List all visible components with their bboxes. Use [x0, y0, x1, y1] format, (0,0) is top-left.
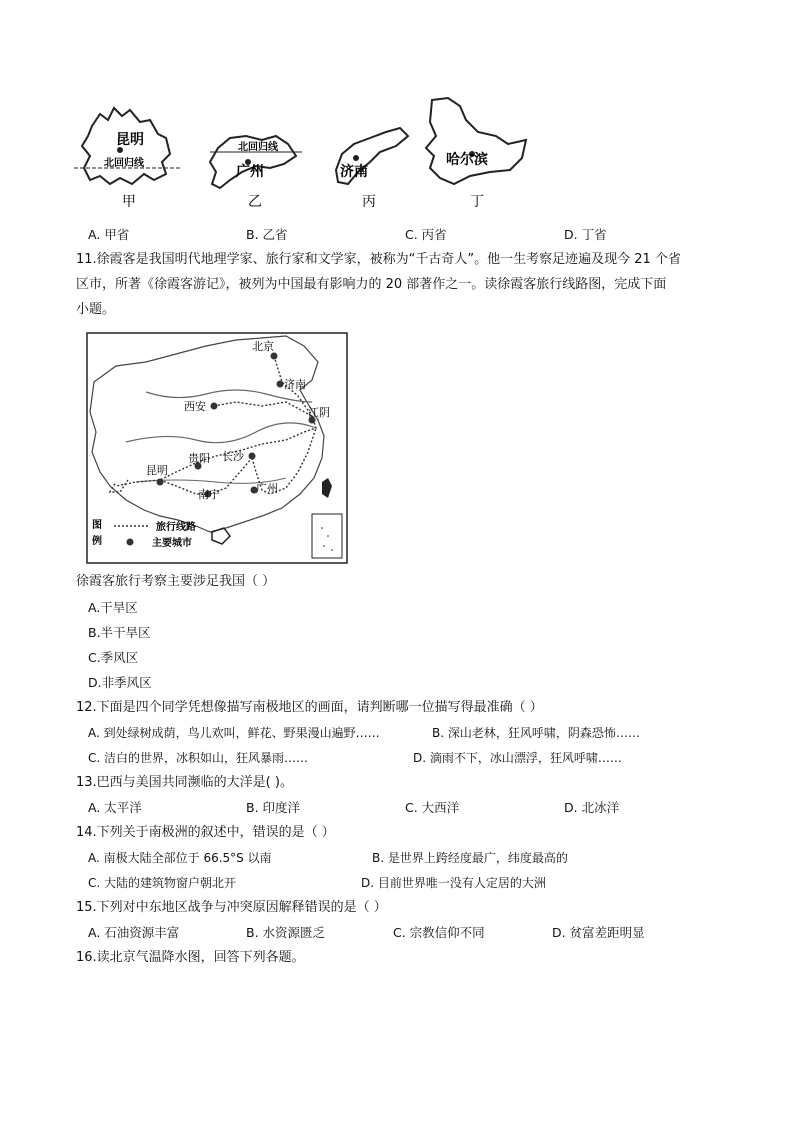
- svg-text:长沙: 长沙: [222, 450, 244, 463]
- q14-option-d[interactable]: D. 目前世界唯一没有人定居的大洲: [361, 876, 546, 890]
- q11-stem-line2: 区市，所著《徐霞客游记》，被列为中国最有影响力的 20 部著作之一。读徐霞客旅行线路图，完成下面: [76, 277, 667, 292]
- q11-option-c[interactable]: C.季风区: [88, 650, 139, 665]
- q13-option-b[interactable]: B. 印度洋: [246, 800, 301, 815]
- province-jia: [74, 108, 182, 210]
- q15-stem: 15.下列对中东地区战争与冲突原因解释错误的是（ ）: [76, 900, 387, 915]
- q11-stem-line1: 11.徐霞客是我国明代地理学家、旅行家和文学家，被称为“千古奇人”。他一生考察足迹遍及现今 21 个省: [76, 252, 681, 267]
- province-bing-city: 济南: [340, 164, 368, 180]
- q15-option-a[interactable]: A. 石油资源丰富: [88, 925, 180, 940]
- svg-text:旅行线路: 旅行线路: [156, 522, 196, 533]
- map-city-nanning: [198, 488, 220, 501]
- province-maps-figure: [70, 92, 540, 214]
- q14-option-b[interactable]: B. 是世界上跨经度最广，纬度最高的: [372, 851, 568, 865]
- svg-text:广州: 广州: [256, 482, 278, 495]
- svg-text:江阴: 江阴: [308, 406, 330, 419]
- q13-stem: 13.巴西与美国共同濒临的大洋是( )。: [76, 775, 293, 790]
- province-yi-city: 广州: [236, 164, 264, 180]
- province-ding-city: 哈尔滨: [446, 152, 488, 168]
- q11-option-b[interactable]: B.半干旱区: [88, 625, 151, 640]
- q11-option-a[interactable]: A.干旱区: [88, 600, 138, 615]
- province-yi-tag: 乙: [248, 194, 262, 210]
- q11-sub-question: 徐霞客旅行考察主要涉足我国（ ）: [76, 574, 276, 589]
- q10-option-a[interactable]: A. 甲省: [88, 227, 130, 242]
- travel-route-map: [86, 332, 348, 564]
- province-jia-line: 北回归线: [104, 158, 144, 169]
- q16-stem: 16.读北京气温降水图，回答下列各题。: [76, 950, 305, 965]
- q13-option-d[interactable]: D. 北冰洋: [564, 800, 620, 815]
- svg-text:北京: 北京: [252, 340, 274, 353]
- q12-option-a[interactable]: A. 到处绿树成荫，鸟儿欢叫，鲜花、野果漫山遍野……: [88, 726, 380, 740]
- q10-option-b[interactable]: B. 乙省: [246, 227, 288, 242]
- svg-text:贵阳: 贵阳: [188, 452, 210, 465]
- svg-text:昆明: 昆明: [146, 464, 168, 477]
- q12-option-c[interactable]: C. 洁白的世界，冰积如山，狂风暴雨……: [88, 751, 309, 765]
- province-jia-city: 昆明: [116, 132, 144, 148]
- province-bing-tag: 丙: [362, 194, 376, 210]
- q15-option-d[interactable]: D. 贫富差距明显: [552, 925, 645, 940]
- province-yi-line: 北回归线: [238, 142, 278, 153]
- q12-stem: 12.下面是四个同学凭想像描写南极地区的画面，请判断哪一位描写得最准确（ ）: [76, 700, 543, 715]
- province-ding: [426, 98, 526, 210]
- province-yi: [210, 136, 302, 210]
- q13-option-a[interactable]: A. 太平洋: [88, 800, 142, 815]
- province-ding-tag: 丁: [470, 194, 484, 210]
- q11-stem-line3: 小题。: [76, 302, 116, 317]
- q10-option-c[interactable]: C. 丙省: [405, 227, 447, 242]
- q15-option-c[interactable]: C. 宗教信仰不同: [393, 925, 485, 940]
- svg-text:例: 例: [92, 536, 102, 547]
- q11-option-d[interactable]: D.非季风区: [88, 675, 152, 690]
- q13-option-c[interactable]: C. 大西洋: [405, 800, 460, 815]
- province-jia-tag: 甲: [122, 194, 136, 210]
- svg-text:主要城市: 主要城市: [152, 538, 192, 549]
- q12-option-d[interactable]: D. 滴雨不下，冰山漂浮，狂风呼啸……: [413, 751, 622, 765]
- svg-text:西安: 西安: [184, 400, 206, 413]
- q12-option-b[interactable]: B. 深山老林，狂风呼啸，阴森恐怖……: [432, 726, 640, 740]
- q15-option-b[interactable]: B. 水资源匮乏: [246, 925, 326, 940]
- svg-text:济南: 济南: [284, 378, 306, 391]
- svg-text:南宁: 南宁: [198, 488, 220, 501]
- q14-stem: 14.下列关于南极洲的叙述中，错误的是（ ）: [76, 825, 335, 840]
- province-bing: [336, 128, 408, 210]
- q10-option-d[interactable]: D. 丁省: [564, 227, 607, 242]
- svg-text:图: 图: [92, 520, 102, 531]
- q14-option-a[interactable]: A. 南极大陆全部位于 66.5°S 以南: [88, 851, 272, 865]
- q14-option-c[interactable]: C. 大陆的建筑物窗户朝北开: [88, 876, 237, 890]
